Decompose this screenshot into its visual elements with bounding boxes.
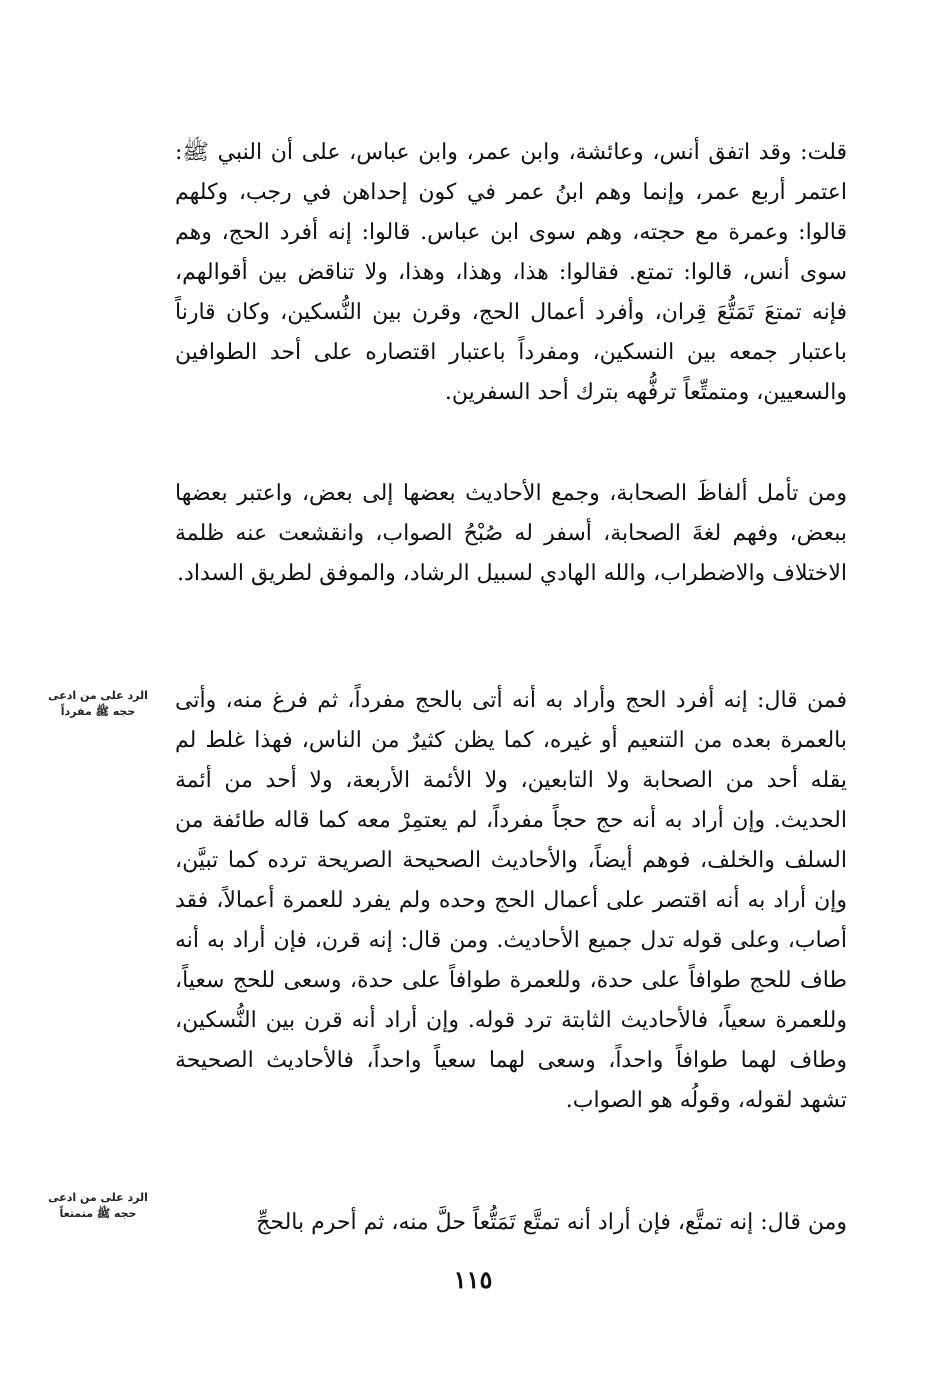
paragraph-1 <box>175 133 847 413</box>
page-number: ١١٥ <box>453 1265 493 1294</box>
margin-note-line: الرد على من ادعى <box>48 689 148 702</box>
margin-note-line: حجه ﷺ متمتعاً <box>59 1207 137 1220</box>
paragraph-text: ومن تأمل ألفاظَ الصحابة، وجمع الأحاديث بعضها إلى بعض، واعتبر بعضها ببعض، وفهم لغةَ الصحابة، أسفر له صُبْحُ الصواب، وانقشعت عنه ظلمة الاختلاف والاضطراب، والله الهادي لسبيل الرشاد، والموفق لطريق السداد. <box>175 481 848 586</box>
margin-note-mutamatti <box>38 1190 158 1222</box>
paragraph-2 <box>175 474 847 594</box>
paragraph-text: فمن قال: إنه أفرد الحج وأراد به أنه أتى بالحج مفرداً، ثم فرغ منه، وأتى بالعمرة بعده من التنعيم أو غيره، كما يظن كثيرٌ من الناس، فهذا غلط لم يقله أحد من الصحابة ولا التابعين، ولا الأئمة الأربعة، ولا أحد من أئمة الحديث. وإن أراد به أنه حج حجاً مفرداً، لم يعتمِرْ معه كما قاله طائفة من السلف والخلف، فوهم أيضاً، والأحاديث الصحيحة الصريحة ترده كما تبيَّن، وإن أراد به أنه اقتصر على أعمال الحج وحده ولم يفرد للعمرة أعمالاً، فقد أصاب، وعلى قوله تدل جميع الأحاديث. ومن قال: إنه قرن، فإن أراد به أنه طاف للحج طوافاً على حدة، وللعمرة طوافاً على حدة، وسعى للحج سعياً، وللعمرة سعياً، فالأحاديث الثابتة ترد قوله. وإن أراد أنه قرن بين النُّسكين، وطاف لهما طوافاً واحداً، وسعى لهما سعياً واحداً، فالأحاديث الصحيحة تشهد لقوله، وقولُه هو الصواب. <box>175 688 847 1113</box>
margin-note-mufrad <box>38 688 158 720</box>
paragraph-4 <box>175 1203 847 1243</box>
paragraph-text: قلت: وقد اتفق أنس، وعائشة، وابن عمر، وابن عباس، على أن النبي ﷺ: اعتمر أربع عمر، وإنما وهم ابنُ عمر في كون إحداهن في رجب، وكلهم قالوا: وعمرة مع حجته، وهم سوى ابن عباس. قالوا: إنه أفرد الحج، وهم سوى أنس، قالوا: تمتع. فقالوا: هذا، وهذا، وهذا، ولا تناقض بين أقوالهم، فإنه تمتعَ تَمَتُّعَ قِران، وأفرد أعمال الحج، وقرن بين النُّسكين، وكان قارناً باعتبار جمعه بين النسكين، ومفرداً باعتبار اقتصاره على أحد الطوافين والسعيين، ومتمتِّعاً ترفُّهه بترك أحد السفرين. <box>175 140 847 405</box>
paragraph-3 <box>175 681 847 1121</box>
paragraph-text: ومن قال: إنه تمتَّع، فإن أراد أنه تمتَّع تَمَتُّعاً حلَّ منه، ثم أحرم بالحجِّ <box>256 1210 847 1235</box>
margin-note-line: حجه ﷺ مفرداً <box>60 705 136 718</box>
margin-note-line: الرد على من ادعى <box>48 1191 148 1204</box>
